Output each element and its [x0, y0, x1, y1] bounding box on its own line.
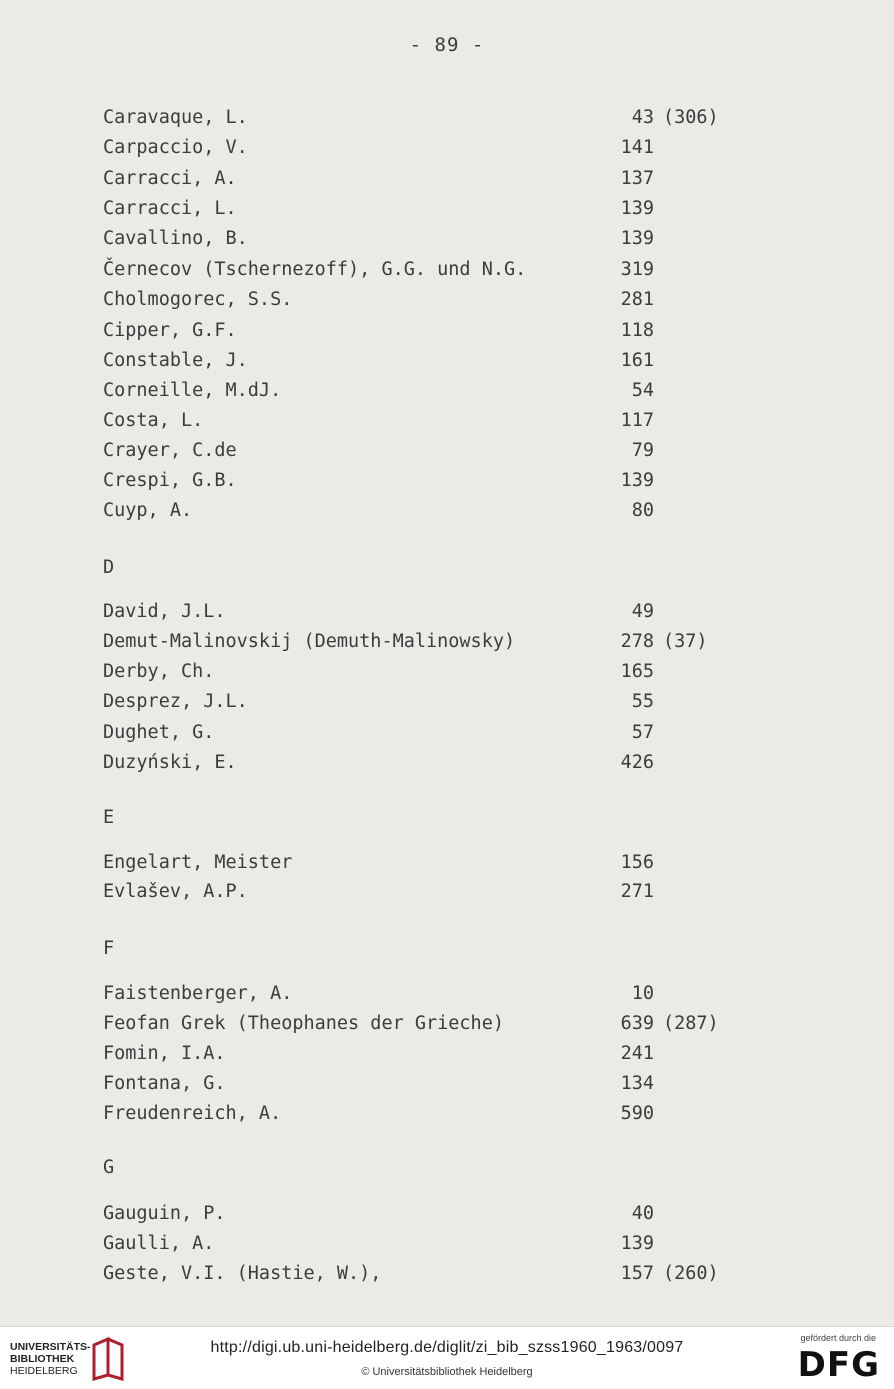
entry-page: 165	[620, 661, 654, 682]
entry-page: 141	[620, 137, 654, 158]
entry-page: 139	[620, 1233, 654, 1254]
entry-name: Demut-Malinovskij (Demuth-Malinowsky)	[103, 631, 516, 652]
entry-name: Crayer, C.de	[103, 440, 237, 461]
entry-page: 139	[620, 228, 654, 249]
entry-page: 43	[631, 107, 654, 128]
entry-page: 54	[631, 380, 654, 401]
index-entry	[103, 1229, 743, 1259]
entry-page: 139	[620, 198, 654, 219]
index-entry	[103, 877, 743, 907]
library-name-line2: BIBLIOTHEK	[10, 1353, 75, 1365]
entry-name: Duzyński, E.	[103, 752, 237, 773]
footer-bar	[0, 1326, 894, 1389]
library-name-line1: UNIVERSITÄTS-	[10, 1341, 91, 1353]
entry-page: 49	[631, 601, 654, 622]
entry-name: Engelart, Meister	[103, 852, 293, 873]
entry-name: Geste, V.I. (Hastie, W.),	[103, 1263, 382, 1284]
index-entry	[103, 346, 743, 376]
entry-name: Cipper, G.F.	[103, 320, 237, 341]
index-entry	[103, 376, 743, 406]
entry-page: 281	[620, 289, 654, 310]
index-entry	[103, 718, 743, 748]
page-number: - 89 -	[409, 34, 485, 56]
entry-name: Faistenberger, A.	[103, 983, 293, 1004]
entry-name: Freudenreich, A.	[103, 1103, 282, 1124]
entry-reference: (287)	[663, 1013, 719, 1034]
entry-name: Corneille, M.dJ.	[103, 380, 282, 401]
entry-page: 161	[620, 350, 654, 371]
index-entry	[103, 748, 743, 778]
entry-name: Caravaque, L.	[103, 107, 248, 128]
entry-page: 40	[631, 1203, 654, 1224]
index-entry	[103, 1009, 743, 1039]
section-letter: D	[103, 557, 115, 578]
entry-name: Cavallino, B.	[103, 228, 248, 249]
index-entry	[103, 316, 743, 346]
index-entry	[103, 436, 743, 466]
entry-page: 137	[620, 168, 654, 189]
index-entry	[103, 224, 743, 254]
index-entry	[103, 848, 743, 878]
entry-page: 57	[631, 722, 654, 743]
entry-name: Constable, J.	[103, 350, 248, 371]
entry-name: Dughet, G.	[103, 722, 215, 743]
index-entry	[103, 1099, 743, 1129]
index-entry	[103, 406, 743, 436]
copyright-text: © Universitätsbibliothek Heidelberg	[361, 1366, 533, 1378]
entry-name: David, J.L.	[103, 601, 226, 622]
entry-page: 118	[620, 320, 654, 341]
entry-page: 241	[620, 1043, 654, 1064]
entry-page: 134	[620, 1073, 654, 1094]
entry-page: 319	[620, 259, 654, 280]
index-entry	[103, 285, 743, 315]
document-url-link[interactable]: http://digi.ub.uni-heidelberg.de/diglit/zi_bib_szss1960_1963/0097	[210, 1339, 684, 1356]
entry-page: 79	[631, 440, 654, 461]
index-entry	[103, 103, 743, 133]
entry-name: Crespi, G.B.	[103, 470, 237, 491]
entry-page: 426	[620, 752, 654, 773]
entry-page: 590	[620, 1103, 654, 1124]
entry-name: Cholmogorec, S.S.	[103, 289, 293, 310]
entry-name: Derby, Ch.	[103, 661, 215, 682]
entry-name: Carracci, A.	[103, 168, 237, 189]
entry-name: Costa, L.	[103, 410, 204, 431]
entry-name: Carpaccio, V.	[103, 137, 248, 158]
index-entry	[103, 1259, 743, 1289]
entry-page: 156	[620, 852, 654, 873]
dfg-logo[interactable]: DFG	[797, 1345, 880, 1385]
index-entry	[103, 979, 743, 1009]
entry-reference: (260)	[663, 1263, 719, 1284]
entry-name: Evlašev, A.P.	[103, 881, 248, 902]
section-letter: E	[103, 807, 115, 828]
entry-name: Gaulli, A.	[103, 1233, 215, 1254]
index-entry	[103, 1039, 743, 1069]
entry-page: 639	[620, 1013, 654, 1034]
index-entry	[103, 194, 743, 224]
index-entry	[103, 1199, 743, 1229]
index-entry	[103, 1069, 743, 1099]
entry-name: Fomin, I.A.	[103, 1043, 226, 1064]
index-entry	[103, 255, 743, 285]
index-entry	[103, 687, 743, 717]
entry-name: Desprez, J.L.	[103, 691, 248, 712]
index-entry	[103, 657, 743, 687]
entry-name: Černecov (Tschernezoff), G.G. und N.G.	[103, 259, 527, 280]
entry-page: 139	[620, 470, 654, 491]
library-name-line3: HEIDELBERG	[10, 1365, 78, 1377]
entry-name: Cuyp, A.	[103, 500, 193, 521]
index-entry	[103, 164, 743, 194]
entry-name: Feofan Grek (Theophanes der Grieche)	[103, 1013, 504, 1034]
funding-label: gefördert durch die	[800, 1333, 876, 1343]
entry-name: Gauguin, P.	[103, 1203, 226, 1224]
entry-page: 157	[620, 1263, 654, 1284]
entry-reference: (306)	[663, 107, 719, 128]
entry-reference: (37)	[663, 631, 708, 652]
index-entry	[103, 496, 743, 526]
entry-page: 278	[620, 631, 654, 652]
index-entry	[103, 627, 743, 657]
entry-page: 55	[631, 691, 654, 712]
entry-page: 10	[631, 983, 654, 1004]
entry-name: Carracci, L.	[103, 198, 237, 219]
section-letter: F	[103, 938, 115, 959]
entry-page: 80	[631, 500, 654, 521]
section-letter: G	[103, 1157, 115, 1178]
entry-page: 271	[620, 881, 654, 902]
index-entry	[103, 597, 743, 627]
index-entry	[103, 466, 743, 496]
entry-page: 117	[620, 410, 654, 431]
index-entry	[103, 133, 743, 163]
entry-name: Fontana, G.	[103, 1073, 226, 1094]
